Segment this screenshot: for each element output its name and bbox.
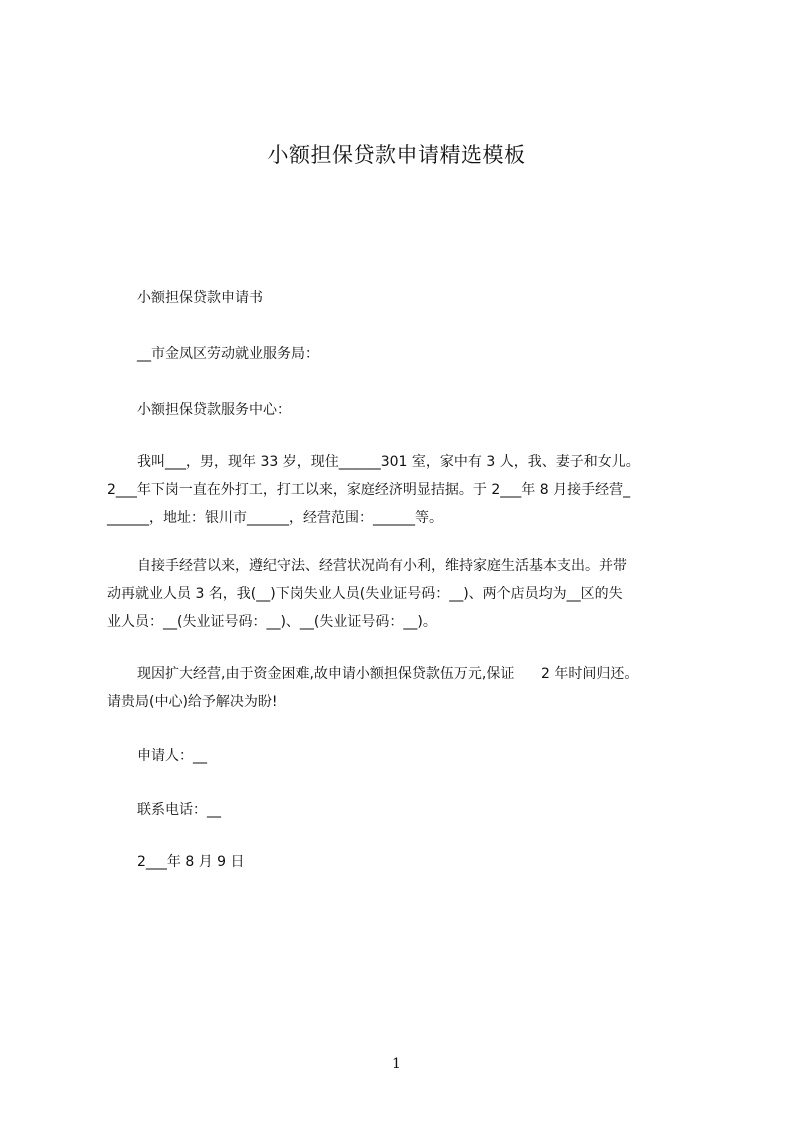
- phone-line: 联系电话：__: [137, 802, 221, 818]
- paragraph-1-line-3: ______，地址：银川市______，经营范围：______等。: [107, 510, 443, 526]
- paragraph-2-line-3: 业人员：__(失业证号码：__)、__(失业证号码：__)。: [107, 614, 437, 630]
- page-number: 1: [392, 1056, 401, 1072]
- date-line: 2___年 8 月 9 日: [137, 854, 245, 870]
- letter-heading: 小额担保贷款申请书: [137, 290, 263, 306]
- paragraph-2-line-1: 自接手经营以来，遵纪守法、经营状况尚有小利，维持家庭生活基本支出。并带: [137, 558, 627, 574]
- addressee-bureau: __市金凤区劳动就业服务局：: [137, 346, 319, 362]
- addressee-center: 小额担保贷款服务中心：: [137, 402, 291, 418]
- applicant-line: 申请人：__: [137, 748, 207, 764]
- paragraph-1-line-1: 我叫___，男，现年 33 岁，现住______301 室，家中有 3 人，我、妻子和女儿。: [137, 454, 640, 470]
- document-title: 小额担保贷款申请精选模板: [267, 143, 526, 167]
- paragraph-2-line-2: 动再就业人员 3 名，我(__)下岗失业人员(失业证号码：__)、两个店员均为__区的失: [107, 586, 623, 602]
- paragraph-1-line-2: 2___年下岗一直在外打工，打工以来，家庭经济明显拮据。于 2___年 8 月接手经营_: [107, 482, 631, 498]
- paragraph-3-line-2: 请贵局(中心)给予解决为盼!: [107, 694, 278, 710]
- paragraph-3-line-1: 现因扩大经营,由于资金困难,故申请小额担保贷款伍万元,保证 2 年时间归还。: [137, 666, 639, 682]
